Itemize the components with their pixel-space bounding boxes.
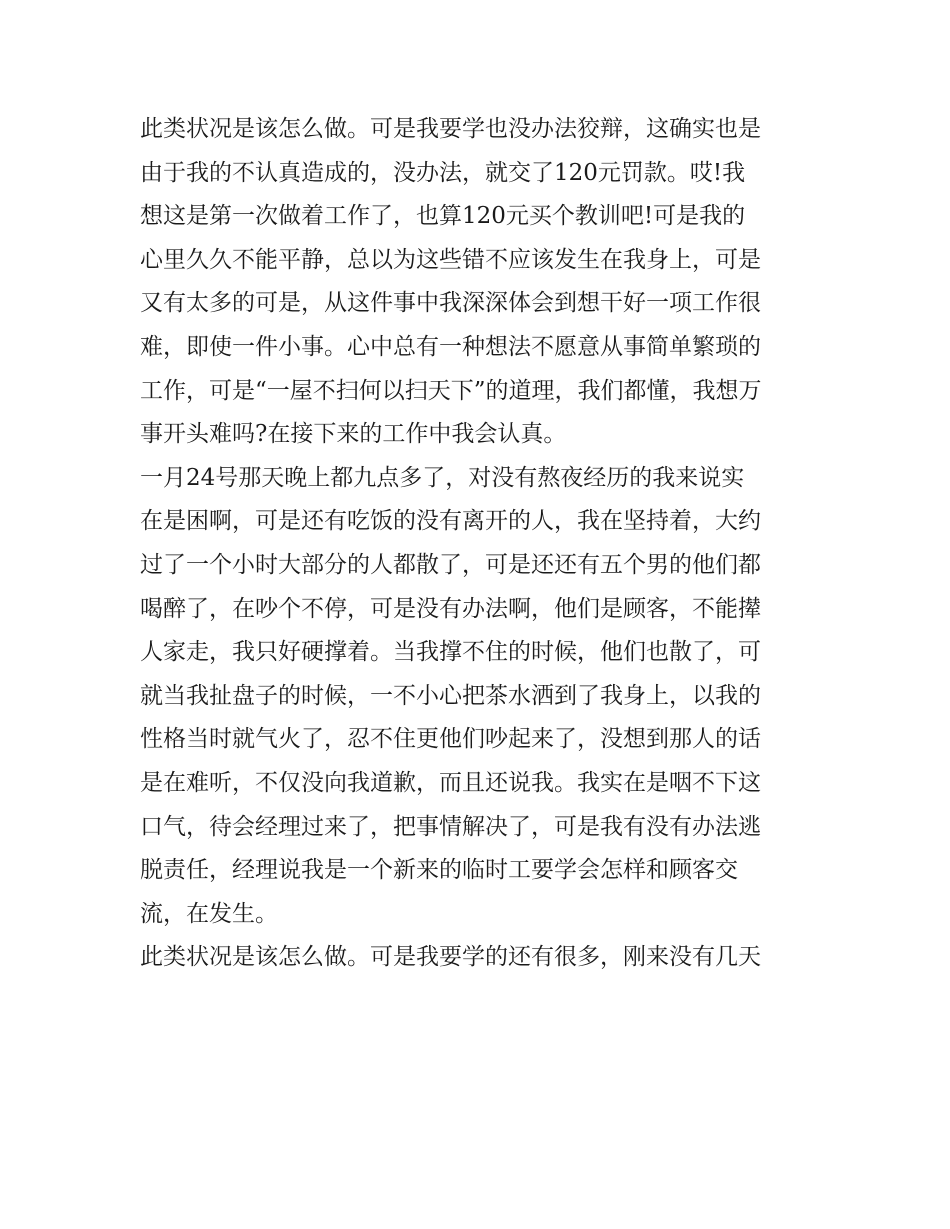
text-line: 性格当时就气火了，忍不住更他们吵起来了，没想到那人的话 (140, 726, 761, 753)
text-line: 口气，待会经理过来了，把事情解决了，可是我有没有办法逃 (140, 813, 761, 840)
text-line: 过了一个小时大部分的人都散了，可是还还有五个男的他们都 (140, 551, 761, 578)
text-line: 就当我扯盘子的时候，一不小心把茶水洒到了我身上，以我的 (140, 682, 761, 709)
text-line: 此类状况是该怎么做。可是我要学也没办法狡辩，这确实也是 (140, 116, 761, 142)
text-line: 又有太多的可是，从这件事中我深深体会到想干好一项工作很 (140, 290, 761, 317)
text-line: 由于我的不认真造成的，没办法，就交了120元罚款。哎!我 (140, 159, 746, 186)
text-line: 此类状况是该怎么做。可是我要学的还有很多，刚来没有几天 (140, 944, 761, 971)
text-line: 事开头难吗?在接下来的工作中我会认真。 (140, 421, 567, 448)
text-line: 一月24号那天晚上都九点多了，对没有熬夜经历的我来说实 (140, 464, 745, 491)
text-line: 想这是第一次做着工作了，也算120元买个教训吧!可是我的 (140, 203, 746, 230)
text-line: 喝醉了，在吵个不停，可是没有办法啊，他们是顾客，不能撵 (140, 595, 761, 622)
body-text (140, 108, 820, 980)
text-line: 在是困啊，可是还有吃饭的没有离开的人，我在坚持着，大约 (140, 508, 761, 535)
text-line: 工作，可是“一屋不扫何以扫天下”的道理，我们都懂，我想万 (140, 377, 762, 404)
text-line: 脱责任，经理说我是一个新来的临时工要学会怎样和顾客交 (140, 857, 738, 884)
text-line: 难，即使一件小事。心中总有一种想法不愿意从事简单繁琐的 (140, 333, 761, 360)
text-line: 流，在发生。 (140, 900, 278, 927)
text-line: 心里久久不能平静，总以为这些错不应该发生在我身上，可是 (140, 246, 761, 273)
text-line: 是在难听，不仅没向我道歉，而且还说我。我实在是咽不下这 (140, 769, 761, 796)
text-line: 人家走，我只好硬撑着。当我撑不住的时候，他们也散了，可 (140, 639, 761, 666)
